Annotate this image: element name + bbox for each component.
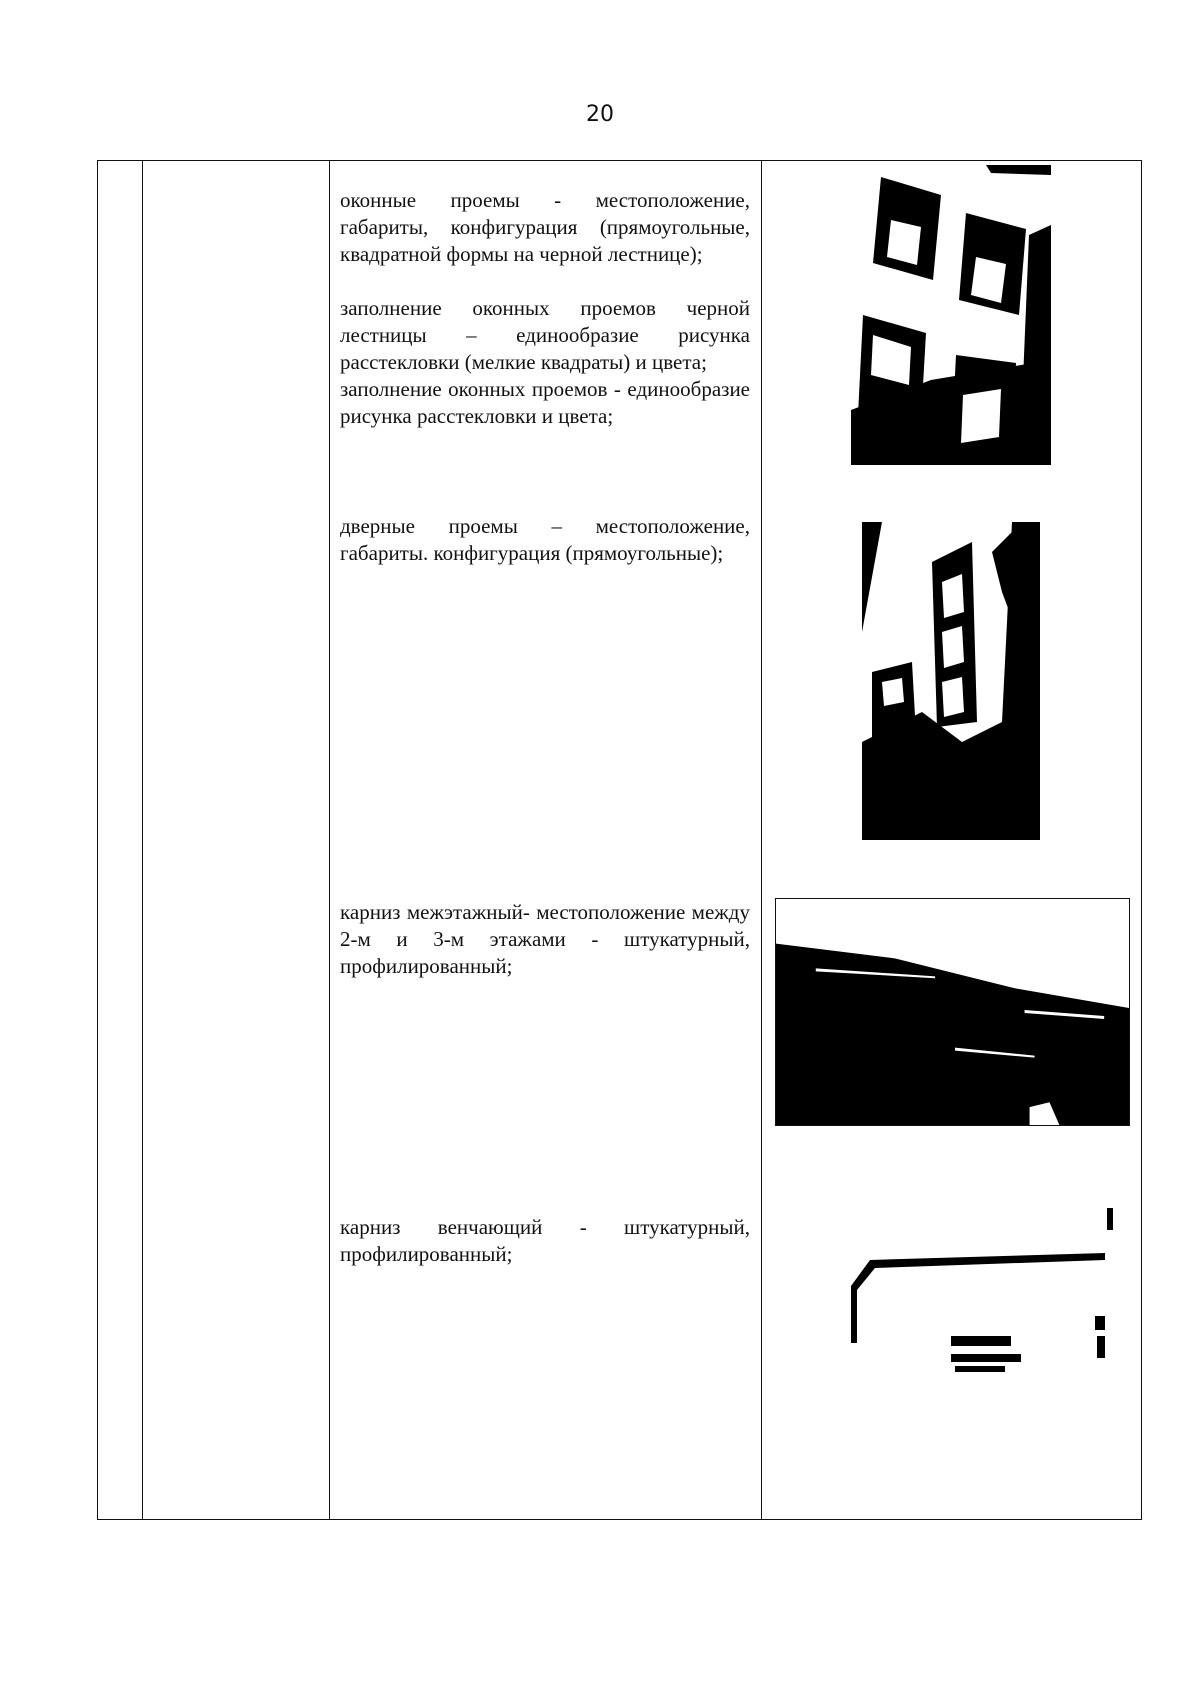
doors-text bbox=[340, 513, 750, 567]
table-column-divider bbox=[761, 161, 762, 1519]
page-number: 20 bbox=[586, 102, 614, 127]
cornice-interfloor-text bbox=[340, 899, 750, 980]
doors-paragraph: дверные проемы – местоположение, габариты. конфигурация (прямоугольные); bbox=[340, 514, 750, 565]
photo-windows-facade bbox=[851, 165, 1051, 465]
table-column-divider bbox=[142, 161, 143, 1519]
cornice-photo-icon bbox=[815, 1208, 1115, 1388]
cornice-photo-icon bbox=[776, 899, 1129, 1125]
building-facade-photo-icon bbox=[851, 165, 1051, 465]
table-column-divider bbox=[329, 161, 330, 1519]
windows-geometry-text bbox=[340, 187, 750, 268]
cornice-interfloor-paragraph: карниз межэтажный- местоположение между 2-м и 3-м этажами - штукатурный, профилированный; bbox=[340, 900, 750, 978]
building-facade-photo-icon bbox=[862, 522, 1040, 840]
photo-interfloor-cornice bbox=[775, 898, 1130, 1126]
windows-geometry-paragraph: оконные проемы - местоположение, габариты, конфигурация (прямоугольные, квадратной формы на черной лестнице); bbox=[340, 188, 750, 266]
cornice-crowning-paragraph: карниз венчающий - штукатурный, профилированный; bbox=[340, 1215, 750, 1266]
cornice-crowning-text bbox=[340, 1214, 750, 1268]
photo-doors-facade bbox=[862, 522, 1040, 840]
windows-fill-text bbox=[340, 295, 750, 430]
windows-fill-paragraph: заполнение оконных проемов - единообразие рисунка расстекловки и цвета; bbox=[340, 377, 750, 428]
photo-crowning-cornice bbox=[815, 1208, 1115, 1388]
windows-fill-stair-paragraph: заполнение оконных проемов черной лестницы – единообразие рисунка расстекловки (мелкие квадраты) и цвета; bbox=[340, 296, 750, 374]
